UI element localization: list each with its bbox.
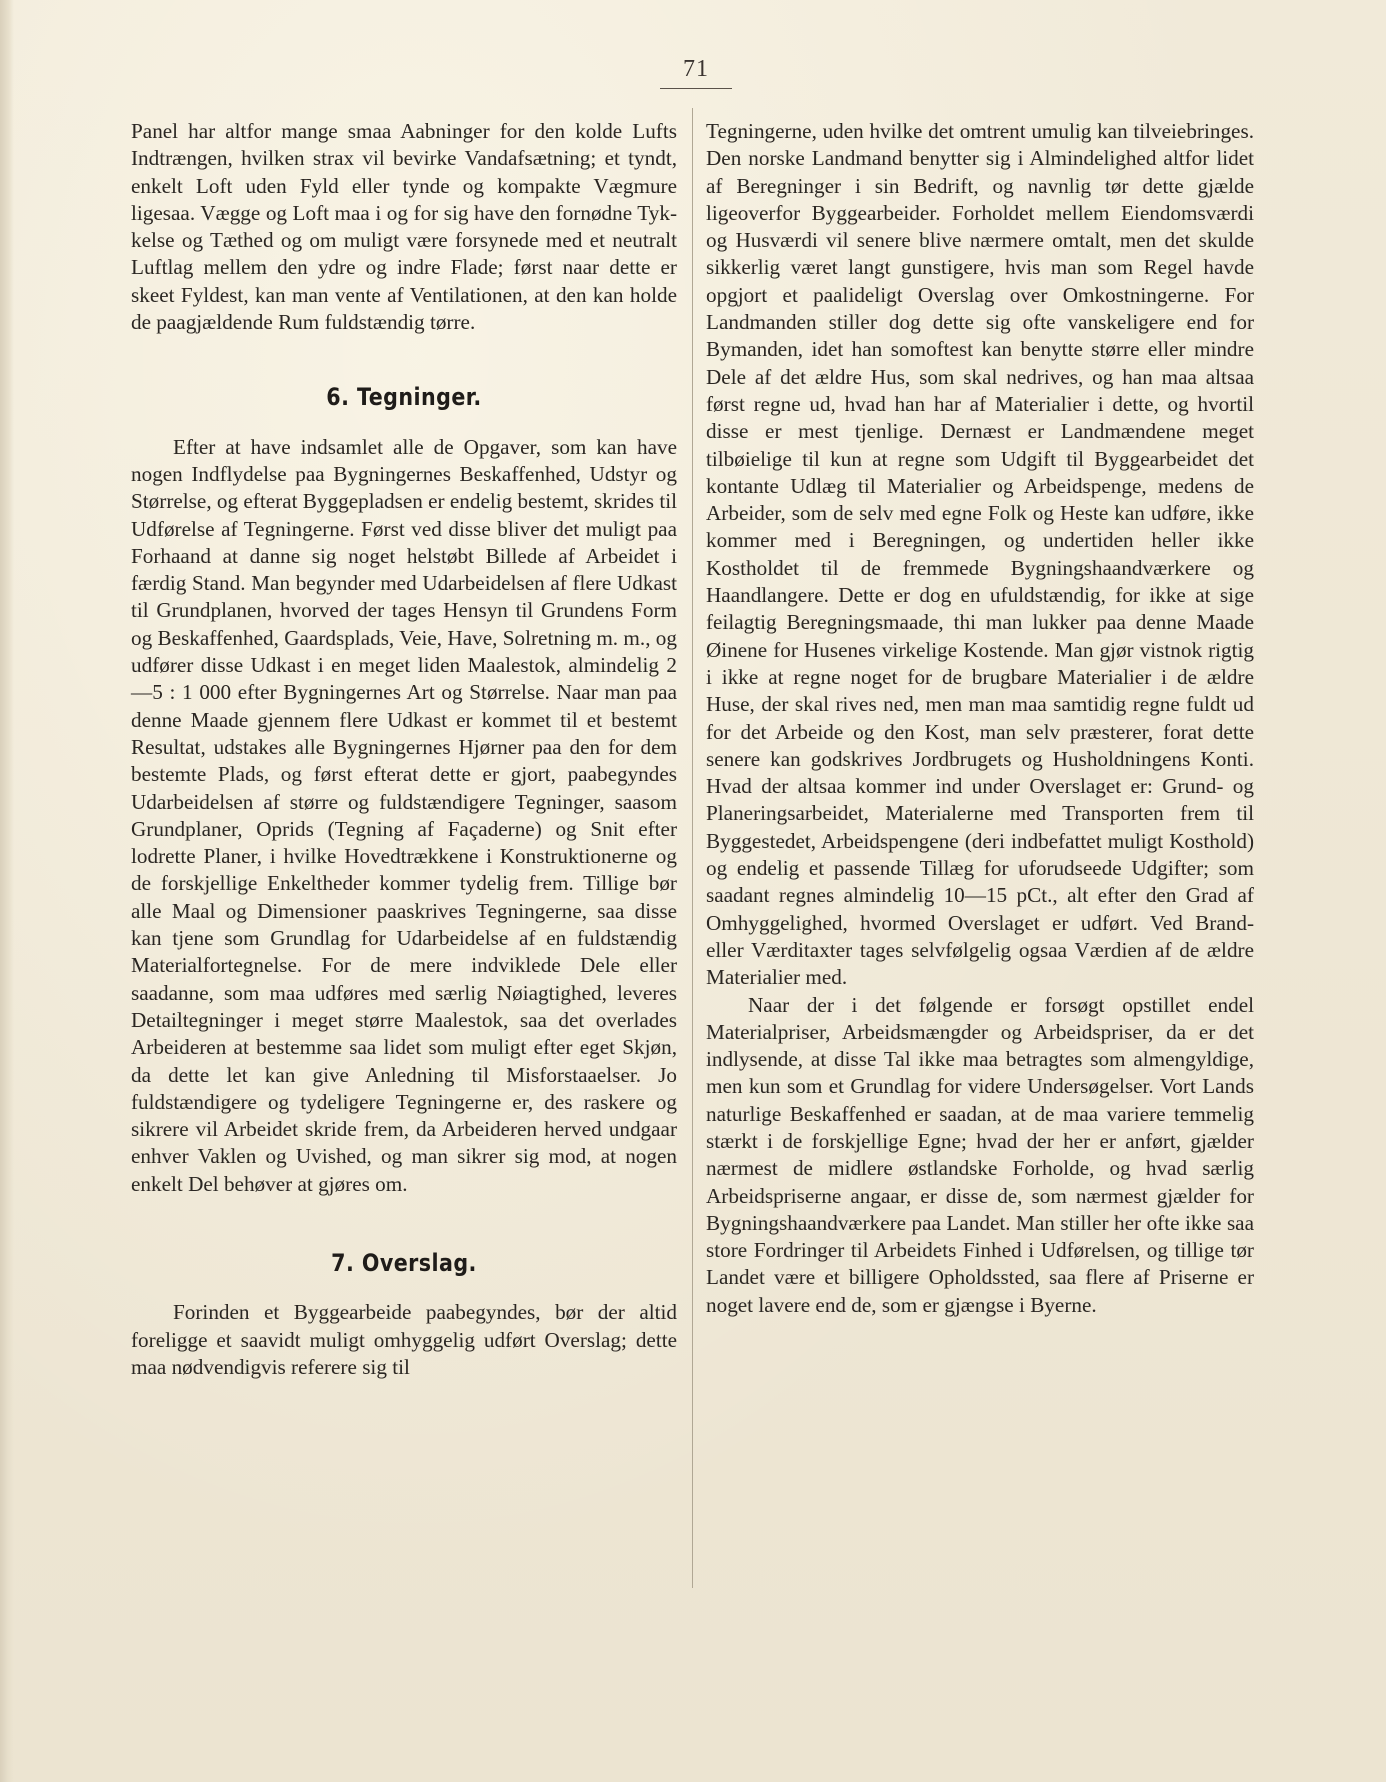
right-column bbox=[706, 118, 1254, 1319]
continuation-paragraph: Tegningerne, uden hvilke det omtrent umulig kan tilveiebringes. Den norske Landmand benytter sig i Almindelighed altfor lidet af Beregninger i sin Bedrift, og navnlig tør dette gjælde ligeoverfor Byggearbeider. Forholdet mellem Eiendomsværdi og Husværdi vil senere blive nærmere omtalt, men det skulde sikkerlig været langt gunstigere, hvis man som Regel havde opgjort et paalideligt Overslag over Omkostningerne. For Landmanden stiller dog dette sig ofte vanskeligere end for Bymanden, idet han somoftest kan benytte større eller mindre Dele af det ældre Hus, som skal nedrives, og han maa altsaa først regne ud, hvad han har af Materialier i dette, og hvortil disse er mest tjenlige. Dernæst er Landmændene meget tilbøielige til kun at regne som Udgift til Byggearbeidet det kontante Udlæg til Materialier og Arbeidspenge, medens de Arbeider, som de selv med egne Folk og Heste kan udføre, ikke kommer med i Beregningen, og undertiden heller ikke Kostholdet til de fremmede Bygningshaandværkere og Haandlangere. Dette er dog en ufuldstændig, for ikke at sige feilagtig Beregningsmaade, thi man lukker paa denne Maade Øinene for Husenes virkelige Kostende. Man gjør vistnok rigtig i ikke at regne noget for de brugbare Materialier i de ældre Huse, der skal rives ned, men man maa samtidig regne fuldt ud for det Arbeide og den Kost, man selv præsterer, forat dette senere kan godskrives Jordbrugets og Husholdningens Konti. Hvad der altsaa kommer ind under Overslaget er: Grund- og Planeringsarbeidet, Materialerne med Transporten frem til Byggestedet, Arbeidspengene (deri indbefattet muligt Kosthold) og endelig et passende Tillæg for uforudseede Udgifter; som saadant regnes almindelig 10—15 pCt., alt efter den Grad af Omhyggelighed, hvormed Overslaget er udført. Ved Brand- eller Værditaxter tages selvfølgelig ogsaa Værdien af de ældre Materialier med. bbox=[706, 119, 1254, 990]
binding-edge bbox=[0, 0, 14, 1782]
page-number-rule bbox=[660, 88, 732, 89]
section-paragraph-tegninger: Efter at have indsamlet alle de Opgaver, som kan have nogen Indflydelse paa Bygningernes Beskaffenhed, Udstyr og Størrelse, og efterat Byggepladsen er endelig bestemt, skrides til Udførelse af Tegningerne. Først ved disse bliver det muligt paa Forhaand at danne sig noget helstøbt Billede af Arbeidet i færdig Stand. Man begynder med Udarbeidelsen af flere Udkast til Grundplanen, hvorved der tages Hensyn til Grundens Form og Beskaffenhed, Gaardsplads, Veie, Have, Solretning m. m., og udfører disse Udkast i en meget liden Maalestok, almindelig 2—5 : 1 000 efter Bygningernes Art og Størrelse. Naar man paa denne Maade gjennem flere Udkast er kommet til et bestemt Resultat, udstakes alle Bygningernes Hjørner paa den for dem bestemte Plads, og først efterat dette er gjort, paabegyndes Udarbeidelsen af større og fuldstændigere Tegninger, saasom Grundplaner, Oprids (Tegning af Façaderne) og Snit efter lodrette Planer, i hvilke Hovedtrækkene i Konstruktionerne og de forskjellige Enkeltheder kommer tydelig frem. Tillige bør alle Maal og Dimensioner paaskrives Tegningerne, saa disse kan tjene som Grundlag for Udarbeidelse af en fuldstændig Materialfortegnelse. For de mere indviklede Dele eller saadanne, som maa udføres med særlig Nøiagtighed, leveres Detailtegninger i meget større Maalestok, saa det overlades Arbeideren at bestemme saa lidet som muligt efter eget Skjøn, da dette let kan give Anledning til Misforstaaelser. Jo fuldstændigere og tydeligere Tegningerne er, des raskere og sikrere vil Arbeidet skride frem, da Arbeideren herved undgaar enhver Vaklen og Uvished, og man sikrer sig mod, at nogen enkelt Del behøver at gjøres om. bbox=[131, 434, 678, 1196]
intro-paragraph: Panel har altfor mange smaa Aabninger for den kolde Lufts Indtrængen, hvilken strax vil bevirke Vandafsætning; et tyndt, enkelt Loft uden Fyld eller tynde og kompakte Vægmure ligesaa. Vægge og Loft maa i og for sig have den fornødne Tykkelse og Tæthed og om muligt være forsynede med et neutralt Luftlag mellem den ydre og indre Flade; først naar dette er skeet Fyldest, kan man vente af Ventilationen, at den kan holde de paagjældende Rum fuldstændig tørre. bbox=[131, 119, 677, 335]
left-column bbox=[131, 118, 677, 1381]
materialpriser-paragraph: Naar der i det følgende er forsøgt opstillet endel Materialpriser, Arbeidsmængder og Arbeidspriser, da er det indlysende, at disse Tal ikke maa betragtes som almengyldige, men kun som et Grundlag for videre Undersøgelser. Vort Lands naturlige Beskaffenhed er saadan, at de maa variere temmelig stærkt i de forskjellige Egne; hvad der her er anført, gjælder nærmest de midlere østlandske Forholde, og hvad særlig Arbeidspriserne angaar, er disse de, som nærmest gjælder for Bygningshaandværkere paa Landet. Man stiller her ofte ikke saa store Fordringer til Arbeidets Finhed i Udførelsen, og tillige tør Landet være et billigere Opholdssted, saa flere af Priserne er noget lavere end de, som er gjængse i Byerne. bbox=[706, 992, 1254, 1317]
section-heading-tegninger: 6. Tegninger. bbox=[326, 383, 482, 412]
column-divider bbox=[692, 108, 693, 1588]
section-paragraph-overslag: Forinden et Byggearbeide paabegyndes, bør der altid foreligge et saavidt muligt omhyggelig udført Overslag; dette maa nødvendigvis referere sig til bbox=[131, 1300, 677, 1379]
section-heading-overslag: 7. Overslag. bbox=[331, 1248, 477, 1277]
page-number: 71 bbox=[683, 56, 709, 82]
